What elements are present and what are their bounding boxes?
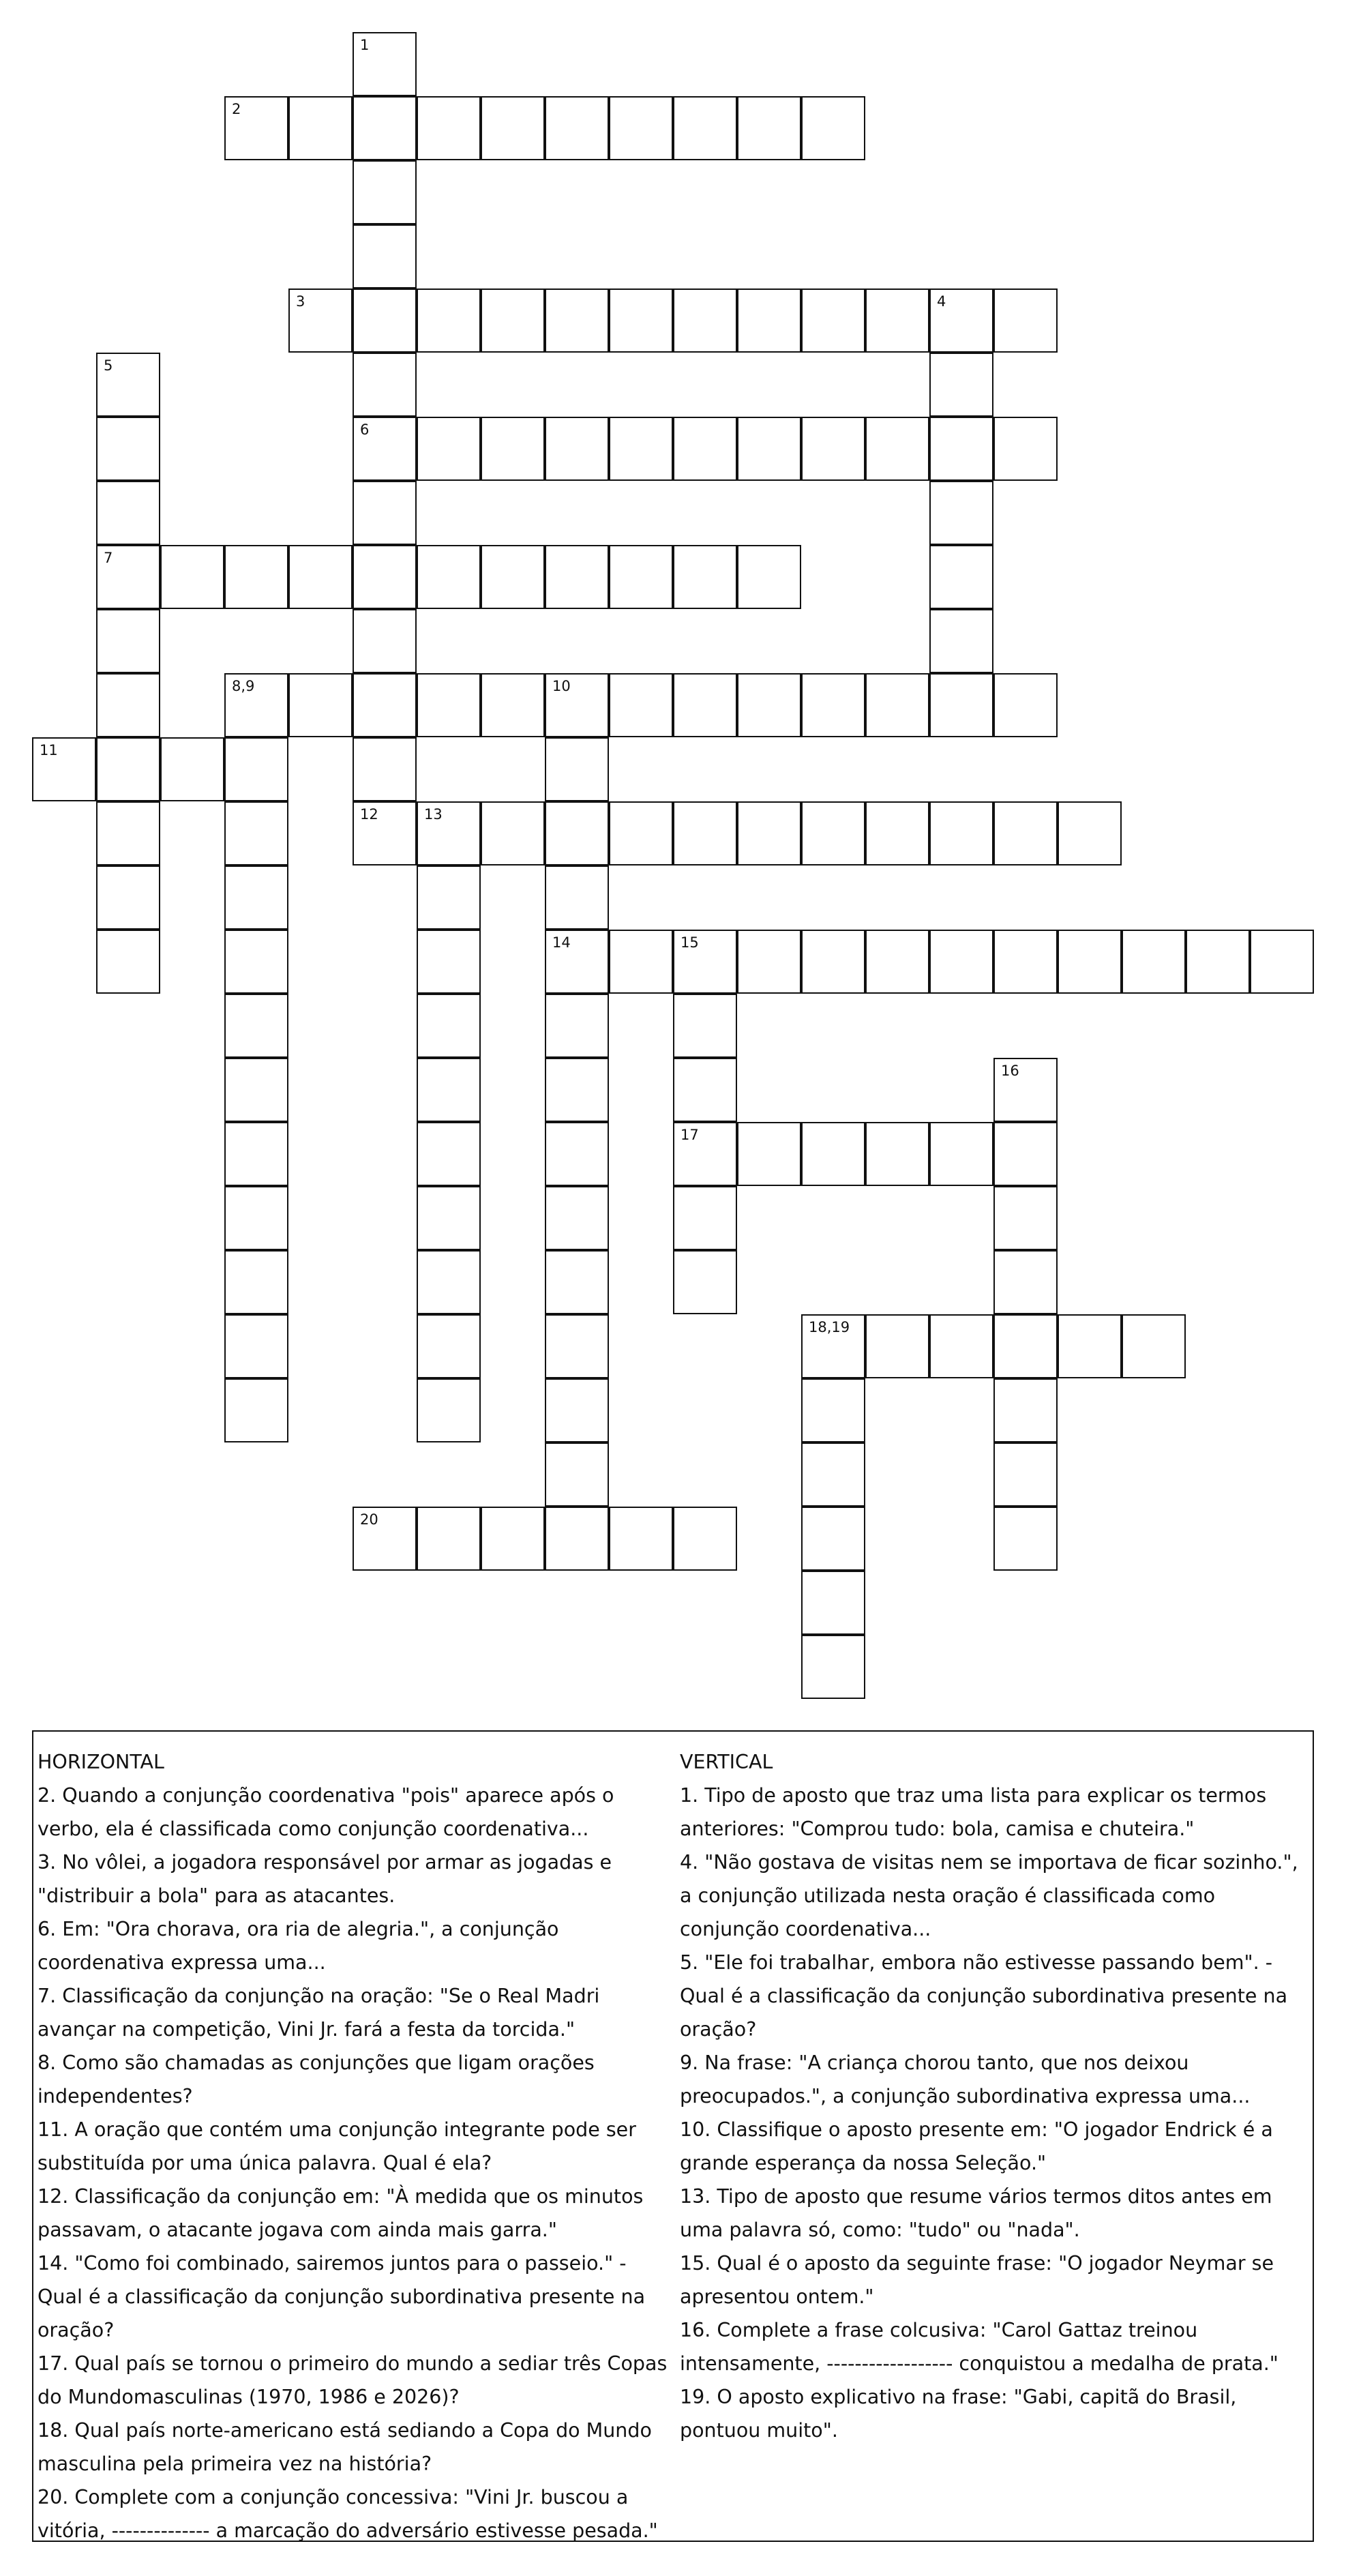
grid-cell[interactable] — [673, 930, 737, 994]
grid-cell[interactable] — [417, 930, 481, 994]
clue-v-10: 10. Classifique o aposto presente em: "O jogador Endrick é a grande esperança da nossa Seleção." — [680, 2118, 1273, 2174]
grid-cell[interactable] — [801, 96, 865, 160]
grid-cell[interactable] — [545, 1442, 609, 1507]
grid-cell[interactable] — [993, 1314, 1058, 1378]
grid-cell[interactable] — [545, 1186, 609, 1250]
clue-v-16: 16. Complete a frase colcusiva: "Carol Gattaz treinou intensamente, ------------------ conquistou a medalha de prata." — [680, 2319, 1278, 2375]
clue-h-7: 7. Classificação da conjunção na oração: "Se o Real Madri avançar na competição, Vini Jr. fará a festa da torcida." — [38, 1985, 600, 2041]
grid-cell[interactable] — [96, 930, 160, 994]
grid-cell[interactable] — [545, 1058, 609, 1122]
grid-cell[interactable] — [609, 930, 673, 994]
grid-cell[interactable] — [609, 417, 673, 481]
clue-number: 8,9 — [232, 678, 255, 694]
grid-cell[interactable] — [96, 737, 160, 801]
grid-cell[interactable] — [609, 1507, 673, 1571]
grid-cell[interactable] — [737, 288, 801, 353]
grid-cell[interactable] — [673, 288, 737, 353]
grid-cell[interactable] — [993, 1442, 1058, 1507]
clue-number: 2 — [232, 101, 241, 117]
grid-cell[interactable] — [481, 288, 545, 353]
grid-cell[interactable] — [1122, 930, 1186, 994]
grid-cell[interactable] — [673, 1186, 737, 1250]
grid-cell[interactable] — [224, 930, 288, 994]
grid-cell[interactable] — [673, 1250, 737, 1314]
grid-cell[interactable] — [353, 160, 417, 224]
grid-cell[interactable] — [865, 288, 929, 353]
grid-cell[interactable] — [1058, 1314, 1122, 1378]
grid-cell[interactable] — [801, 1507, 865, 1571]
grid-cell[interactable] — [929, 609, 993, 673]
grid-cell[interactable] — [609, 673, 673, 737]
grid-cell[interactable] — [417, 994, 481, 1058]
grid-cell[interactable] — [929, 673, 993, 737]
clue-number: 10 — [552, 678, 571, 694]
grid-cell[interactable] — [545, 1250, 609, 1314]
clue-number: 6 — [360, 421, 370, 438]
clues-box — [32, 1730, 1314, 2542]
grid-cell[interactable] — [288, 545, 353, 609]
grid-cell[interactable] — [545, 288, 609, 353]
clue-h-14: 14. "Como foi combinado, sairemos juntos para o passeio." - Qual é a classificação da conjunção subordinativa presente na oração? — [38, 2252, 646, 2341]
grid-cell[interactable] — [609, 96, 673, 160]
grid-cell[interactable] — [801, 1378, 865, 1442]
grid-cell[interactable] — [353, 545, 417, 609]
grid-cell[interactable] — [545, 673, 609, 737]
grid-cell[interactable] — [801, 1442, 865, 1507]
grid-cell[interactable] — [417, 1314, 481, 1378]
clue-v-15: 15. Qual é o aposto da seguinte frase: "O jogador Neymar se apresentou ontem." — [680, 2252, 1274, 2308]
grid-cell[interactable] — [545, 1507, 609, 1571]
clue-h-6: 6. Em: "Ora chorava, ora ria de alegria.", a conjunção coordenativa expressa uma... — [38, 1918, 559, 1974]
grid-cell[interactable] — [481, 96, 545, 160]
grid-cell[interactable] — [865, 417, 929, 481]
clue-h-20: 20. Complete com a conjunção concessiva: "Vini Jr. buscou a vitória, -------------- a marcação do adversário estivesse pesada." — [38, 2486, 658, 2542]
vertical-heading: VERTICAL — [680, 1751, 773, 1773]
grid-cell[interactable] — [96, 417, 160, 481]
clue-h-8: 8. Como são chamadas as conjunções que ligam orações independentes? — [38, 2052, 595, 2107]
horizontal-clues-column — [38, 1745, 675, 2547]
grid-cell[interactable] — [929, 545, 993, 609]
grid-cell[interactable] — [993, 673, 1058, 737]
clue-number: 17 — [681, 1127, 699, 1143]
grid-cell[interactable] — [673, 994, 737, 1058]
grid-cell[interactable] — [545, 545, 609, 609]
grid-cell[interactable] — [993, 1507, 1058, 1571]
grid-cell[interactable] — [673, 96, 737, 160]
grid-cell[interactable] — [609, 288, 673, 353]
grid-cell[interactable] — [353, 224, 417, 288]
grid-cell[interactable] — [673, 673, 737, 737]
grid-cell[interactable] — [1186, 930, 1250, 994]
grid-cell[interactable] — [160, 737, 224, 801]
grid-cell[interactable] — [353, 481, 417, 545]
grid-cell[interactable] — [417, 1058, 481, 1122]
grid-cell[interactable] — [417, 1122, 481, 1186]
grid-cell[interactable] — [224, 1122, 288, 1186]
grid-cell[interactable] — [353, 609, 417, 673]
clue-v-4: 4. "Não gostava de visitas nem se importava de ficar sozinho.", a conjunção utilizada nesta oração é classificada como conjunção coordenativa... — [680, 1851, 1298, 1940]
grid-cell[interactable] — [801, 1314, 865, 1378]
grid-cell[interactable] — [481, 417, 545, 481]
grid-cell[interactable] — [353, 673, 417, 737]
grid-cell[interactable] — [224, 545, 288, 609]
grid-cell[interactable] — [801, 1635, 865, 1699]
grid-cell[interactable] — [801, 288, 865, 353]
grid-cell[interactable] — [224, 1378, 288, 1442]
grid-cell[interactable] — [481, 1507, 545, 1571]
grid-cell[interactable] — [353, 96, 417, 160]
clue-h-3: 3. No vôlei, a jogadora responsável por armar as jogadas e "distribuir a bola" para as atacantes. — [38, 1851, 612, 1907]
grid-cell[interactable] — [32, 737, 96, 801]
grid-cell[interactable] — [224, 865, 288, 930]
grid-cell[interactable] — [96, 609, 160, 673]
grid-cell[interactable] — [353, 417, 417, 481]
grid-cell[interactable] — [224, 96, 288, 160]
grid-cell[interactable] — [609, 545, 673, 609]
clue-number: 14 — [552, 934, 571, 951]
grid-cell[interactable] — [865, 1122, 929, 1186]
grid-cell[interactable] — [224, 1314, 288, 1378]
grid-cell[interactable] — [224, 673, 288, 737]
grid-cell[interactable] — [224, 994, 288, 1058]
grid-cell[interactable] — [417, 1378, 481, 1442]
grid-cell[interactable] — [417, 1250, 481, 1314]
grid-cell[interactable] — [993, 1250, 1058, 1314]
grid-cell[interactable] — [865, 673, 929, 737]
grid-cell[interactable] — [993, 930, 1058, 994]
clue-h-11: 11. A oração que contém uma conjunção integrante pode ser substituída por uma única palavra. Qual é ela? — [38, 2118, 636, 2174]
grid-cell[interactable] — [993, 1378, 1058, 1442]
clue-h-18: 18. Qual país norte-americano está sediando a Copa do Mundo masculina pela primeira vez na história? — [38, 2419, 652, 2475]
grid-cell[interactable] — [609, 801, 673, 865]
grid-cell[interactable] — [417, 1186, 481, 1250]
grid-cell[interactable] — [545, 801, 609, 865]
grid-cell[interactable] — [737, 801, 801, 865]
grid-cell[interactable] — [673, 1507, 737, 1571]
grid-cell[interactable] — [673, 417, 737, 481]
clue-number: 5 — [104, 357, 113, 374]
grid-cell[interactable] — [96, 481, 160, 545]
grid-cell[interactable] — [1058, 801, 1122, 865]
clue-v-13: 13. Tipo de aposto que resume vários termos ditos antes em uma palavra só, como: "tudo" ou "nada". — [680, 2185, 1272, 2241]
clue-h-2: 2. Quando a conjunção coordenativa "pois" aparece após o verbo, ela é classificada como conjunção coordenativa... — [38, 1784, 614, 1840]
clue-number: 1 — [360, 37, 370, 53]
grid-cell[interactable] — [545, 930, 609, 994]
grid-cell[interactable] — [417, 417, 481, 481]
grid-cell[interactable] — [737, 417, 801, 481]
grid-cell[interactable] — [545, 737, 609, 801]
clue-v-1: 1. Tipo de aposto que traz uma lista para explicar os termos anteriores: "Comprou tudo: bola, camisa e chuteira." — [680, 1784, 1267, 1840]
grid-cell[interactable] — [224, 737, 288, 801]
clue-number: 16 — [1001, 1063, 1019, 1079]
horizontal-heading: HORIZONTAL — [38, 1751, 164, 1773]
grid-cell[interactable] — [737, 96, 801, 160]
clue-number: 7 — [104, 550, 113, 566]
grid-cell[interactable] — [224, 1250, 288, 1314]
grid-cell[interactable] — [545, 1314, 609, 1378]
grid-cell[interactable] — [673, 1122, 737, 1186]
grid-cell[interactable] — [801, 417, 865, 481]
grid-cell[interactable] — [801, 930, 865, 994]
grid-cell[interactable] — [288, 673, 353, 737]
grid-cell[interactable] — [417, 288, 481, 353]
clue-number: 11 — [40, 742, 58, 758]
grid-cell[interactable] — [801, 1571, 865, 1635]
grid-cell[interactable] — [865, 801, 929, 865]
grid-cell[interactable] — [353, 801, 417, 865]
clue-number: 4 — [937, 293, 946, 310]
grid-cell[interactable] — [801, 801, 865, 865]
grid-cell[interactable] — [801, 673, 865, 737]
clue-h-12: 12. Classificação da conjunção em: "À medida que os minutos passavam, o atacante jogava com ainda mais garra." — [38, 2185, 644, 2241]
grid-cell[interactable] — [224, 1186, 288, 1250]
clue-number: 13 — [424, 806, 443, 823]
grid-cell[interactable] — [417, 801, 481, 865]
grid-cell[interactable] — [353, 353, 417, 417]
grid-cell[interactable] — [929, 288, 993, 353]
grid-cell[interactable] — [417, 96, 481, 160]
grid-cell[interactable] — [353, 1507, 417, 1571]
grid-cell[interactable] — [224, 801, 288, 865]
grid-cell[interactable] — [481, 673, 545, 737]
grid-cell[interactable] — [929, 353, 993, 417]
grid-cell[interactable] — [417, 865, 481, 930]
grid-cell[interactable] — [737, 1122, 801, 1186]
grid-cell[interactable] — [417, 1507, 481, 1571]
grid-cell[interactable] — [96, 865, 160, 930]
grid-cell[interactable] — [673, 1058, 737, 1122]
grid-cell[interactable] — [353, 737, 417, 801]
grid-cell[interactable] — [353, 32, 417, 96]
grid-cell[interactable] — [545, 1122, 609, 1186]
grid-cell[interactable] — [96, 801, 160, 865]
grid-cell[interactable] — [545, 865, 609, 930]
grid-cell[interactable] — [801, 1122, 865, 1186]
grid-cell[interactable] — [993, 288, 1058, 353]
grid-cell[interactable] — [417, 545, 481, 609]
grid-cell[interactable] — [737, 545, 801, 609]
clue-number: 12 — [360, 806, 378, 823]
grid-cell[interactable] — [224, 1058, 288, 1122]
grid-cell[interactable] — [96, 353, 160, 417]
grid-cell[interactable] — [288, 96, 353, 160]
grid-cell[interactable] — [673, 545, 737, 609]
grid-cell[interactable] — [993, 417, 1058, 481]
grid-cell[interactable] — [929, 481, 993, 545]
grid-cell[interactable] — [993, 1122, 1058, 1186]
grid-cell[interactable] — [929, 801, 993, 865]
grid-cell[interactable] — [737, 930, 801, 994]
clue-v-19: 19. O aposto explicativo na frase: "Gabi, capitã do Brasil, pontuou muito". — [680, 2386, 1237, 2442]
grid-cell[interactable] — [929, 930, 993, 994]
clue-number: 15 — [681, 934, 699, 951]
clue-h-17: 17. Qual país se tornou o primeiro do mundo a sediar três Copas do Mundomasculinas (1970, 1986 e 2026)? — [38, 2352, 668, 2408]
grid-cell[interactable] — [96, 673, 160, 737]
grid-cell[interactable] — [993, 801, 1058, 865]
grid-cell[interactable] — [993, 1186, 1058, 1250]
grid-cell[interactable] — [417, 673, 481, 737]
vertical-clues-column — [680, 1745, 1307, 2447]
grid-cell[interactable] — [737, 673, 801, 737]
grid-cell[interactable] — [545, 96, 609, 160]
grid-cell[interactable] — [545, 417, 609, 481]
grid-cell[interactable] — [353, 288, 417, 353]
grid-cell[interactable] — [865, 1314, 929, 1378]
grid-cell[interactable] — [1058, 930, 1122, 994]
grid-cell[interactable] — [1250, 930, 1314, 994]
grid-cell[interactable] — [481, 801, 545, 865]
grid-cell[interactable] — [865, 930, 929, 994]
grid-cell[interactable] — [160, 545, 224, 609]
grid-cell[interactable] — [96, 545, 160, 609]
grid-cell[interactable] — [929, 1314, 993, 1378]
grid-cell[interactable] — [993, 1058, 1058, 1122]
grid-cell[interactable] — [545, 1378, 609, 1442]
grid-cell[interactable] — [929, 1122, 993, 1186]
grid-cell[interactable] — [545, 994, 609, 1058]
grid-cell[interactable] — [1122, 1314, 1186, 1378]
clue-number: 3 — [296, 293, 305, 310]
grid-cell[interactable] — [481, 545, 545, 609]
clue-v-5: 5. "Ele foi trabalhar, embora não estivesse passando bem". - Qual é a classificação da conjunção subordinativa presente na oração? — [680, 1951, 1288, 2041]
grid-cell[interactable] — [288, 288, 353, 353]
clue-number: 18,19 — [809, 1319, 850, 1335]
clue-v-9: 9. Na frase: "A criança chorou tanto, que nos deixou preocupados.", a conjunção subordinativa expressa uma... — [680, 2052, 1251, 2107]
grid-cell[interactable] — [929, 417, 993, 481]
clue-number: 20 — [360, 1511, 378, 1528]
grid-cell[interactable] — [673, 801, 737, 865]
